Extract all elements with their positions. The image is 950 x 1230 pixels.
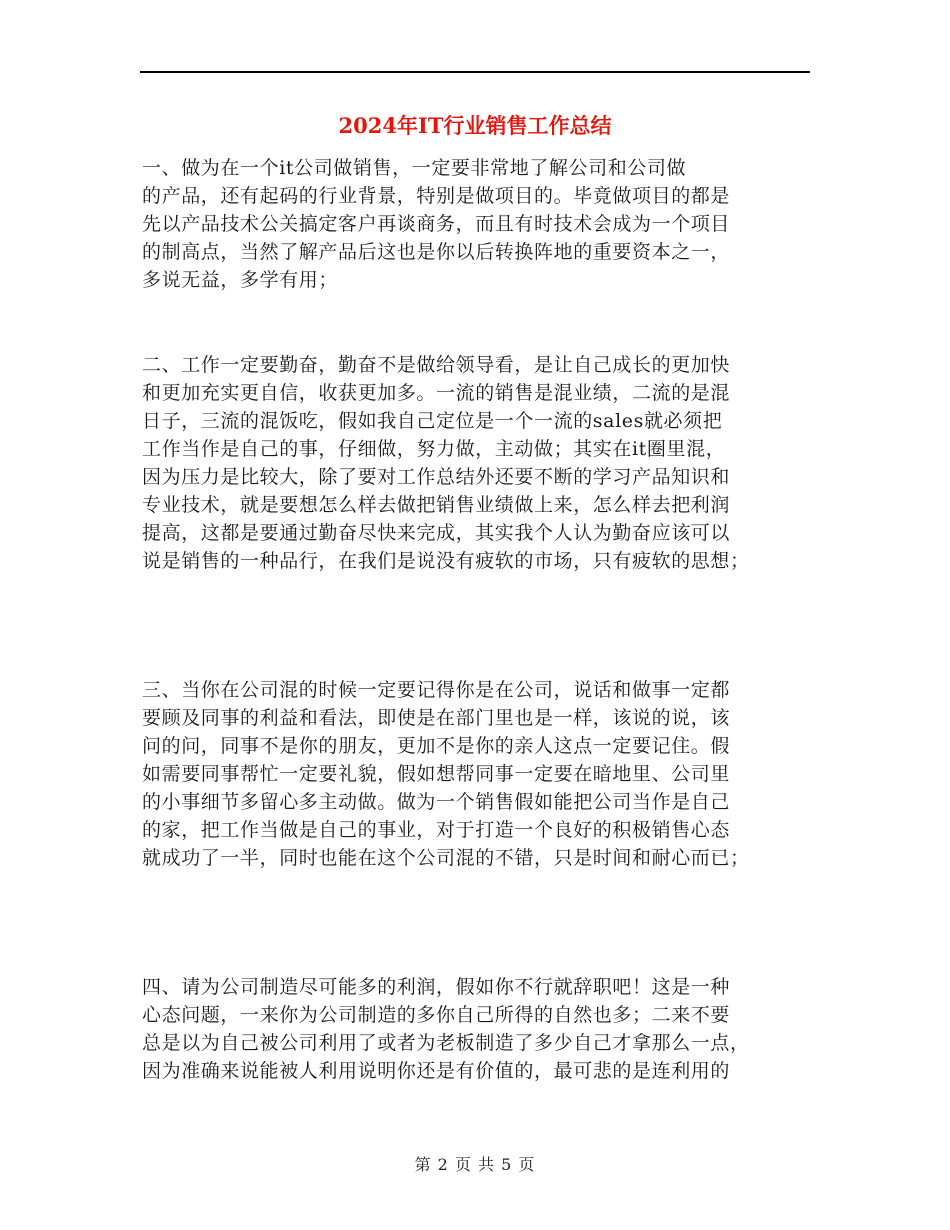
paragraph-line: 专业技术，就是要想怎么样去做把销售业绩做上来，怎么样去把利润 — [142, 494, 731, 516]
paragraph-line: 多说无益，多学有用； — [142, 269, 339, 291]
paragraph-line: 和更加充实更自信，收获更加多。一流的销售是混业绩，二流的是混 — [142, 382, 731, 404]
paragraph-line: 提高，这都是要通过勤奋尽快来完成，其实我个人认为勤奋应该可以 — [142, 522, 731, 544]
paragraph-line: 总是以为自己被公司利用了或者为老板制造了多少自己才拿那么一点， — [142, 1032, 750, 1054]
paragraph-line: 说是销售的一种品行，在我们是说没有疲软的市场，只有疲软的思想； — [142, 550, 750, 572]
paragraph-line: 如需要同事帮忙一定要礼貌，假如想帮同事一定要在暗地里、公司里 — [142, 763, 731, 785]
paragraph-line: 因为准确来说能被人利用说明你还是有价值的，最可悲的是连利用的 — [142, 1060, 731, 1082]
paragraph-line: 就成功了一半，同时也能在这个公司混的不错，只是时间和耐心而已； — [142, 847, 750, 869]
paragraph-line: 工作当作是自己的事，仔细做，努力做，主动做；其实在it圈里混， — [142, 438, 726, 460]
paragraph-line: 的制高点，当然了解产品后这也是你以后转换阵地的重要资本之一， — [142, 241, 731, 263]
paragraph-line: 的产品，还有起码的行业背景，特别是做项目的。毕竟做项目的都是 — [142, 185, 731, 207]
paragraph-line: 的小事细节多留心多主动做。做为一个销售假如能把公司当作是自己 — [142, 791, 731, 813]
paragraph-line: 先以产品技术公关搞定客户再谈商务，而且有时技术会成为一个项目 — [142, 213, 731, 235]
paragraph-line: 二、工作一定要勤奋，勤奋不是做给领导看，是让自己成长的更加快 — [142, 354, 731, 376]
paragraph-line: 四、请为公司制造尽可能多的利润，假如你不行就辞职吧！这是一种 — [142, 976, 731, 998]
paragraph-line: 日子，三流的混饭吃，假如我自己定位是一个一流的sales就必须把 — [142, 410, 723, 432]
paragraph-line: 心态问题，一来你为公司制造的多你自己所得的自然也多；二来不要 — [142, 1004, 731, 1026]
paragraph-line: 因为压力是比较大，除了要对工作总结外还要不断的学习产品知识和 — [142, 466, 731, 488]
paragraph-line: 问的问，同事不是你的朋友，更加不是你的亲人这点一定要记住。假 — [142, 735, 731, 757]
document-title: 2024年IT行业销售工作总结 — [338, 113, 612, 138]
header-rule — [140, 71, 810, 73]
paragraph-line: 的家，把工作当做是自己的事业，对于打造一个良好的积极销售心态 — [142, 819, 731, 841]
page-number-footer: 第 2 页 共 5 页 — [414, 1155, 536, 1174]
paragraph-line: 一、做为在一个it公司做销售，一定要非常地了解公司和公司做 — [142, 157, 687, 179]
paragraph-line: 要顾及同事的利益和看法，即使是在部门里也是一样，该说的说，该 — [142, 707, 731, 729]
paragraph-line: 三、当你在公司混的时候一定要记得你是在公司，说话和做事一定都 — [142, 679, 731, 701]
